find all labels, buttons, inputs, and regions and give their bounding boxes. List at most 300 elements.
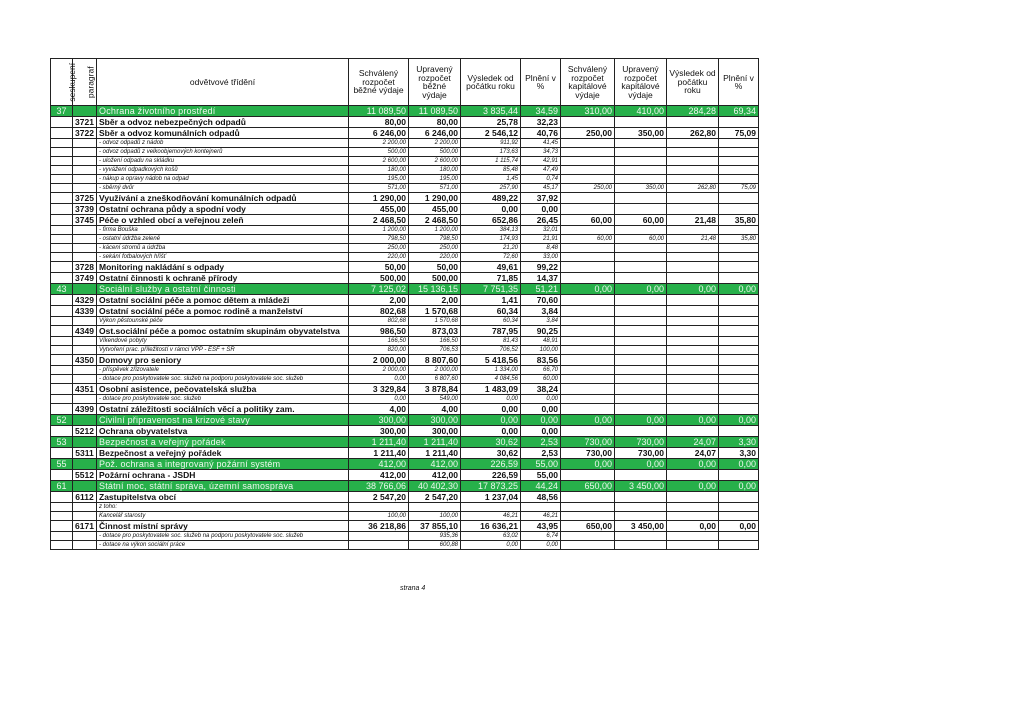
cell-value [561, 470, 615, 481]
cell-value [561, 532, 615, 541]
cell-value [719, 541, 759, 550]
detail-row [51, 226, 759, 235]
paragraph-row [51, 117, 759, 128]
cell-value: 60,34 [461, 306, 521, 317]
cell-label: - dotace na výkon sociální práce [97, 541, 349, 550]
cell-value [615, 404, 667, 415]
cell-seskupeni [51, 404, 73, 415]
cell-value [615, 295, 667, 306]
cell-seskupeni [51, 448, 73, 459]
cell-value [667, 337, 719, 346]
cell-value [667, 204, 719, 215]
cell-value [561, 148, 615, 157]
cell-value [615, 253, 667, 262]
cell-value: 41,45 [521, 139, 561, 148]
cell-paragraf: 3722 [73, 128, 97, 139]
cell-value: 21,48 [667, 235, 719, 244]
cell-value [667, 253, 719, 262]
cell-value: 2 546,12 [461, 128, 521, 139]
cell-value [615, 366, 667, 375]
detail-row [51, 375, 759, 384]
detail-row [51, 139, 759, 148]
paragraph-row [51, 204, 759, 215]
cell-label: Ostatní sociální péče a pomoc rodině a manželství [97, 306, 349, 317]
cell-seskupeni [51, 215, 73, 226]
cell-paragraf [73, 157, 97, 166]
cell-value: 500,00 [409, 148, 461, 157]
cell-value: 99,22 [521, 262, 561, 273]
cell-value [667, 375, 719, 384]
cell-paragraf [73, 184, 97, 193]
cell-seskupeni [51, 532, 73, 541]
cell-value [719, 262, 759, 273]
cell-seskupeni [51, 253, 73, 262]
cell-paragraf [73, 235, 97, 244]
cell-label: Využívání a zneškodňování komunálních odpadů [97, 193, 349, 204]
cell-label: - dotace pro poskytovatele soc. služeb [97, 395, 349, 404]
cell-value: 0,00 [521, 404, 561, 415]
cell-value: 873,03 [409, 326, 461, 337]
cell-label: Pož. ochrana a integrovaný požární systém [97, 459, 349, 470]
cell-value: 220,00 [349, 253, 409, 262]
cell-value: 2 000,00 [349, 366, 409, 375]
cell-value: 226,59 [461, 470, 521, 481]
cell-label: - kácení stromů a údržba [97, 244, 349, 253]
cell-value [667, 326, 719, 337]
detail-row [51, 366, 759, 375]
cell-value: 300,00 [409, 426, 461, 437]
cell-value: 100,00 [349, 512, 409, 521]
cell-label: - uložení odpadu na skládku [97, 157, 349, 166]
cell-value: 7 125,02 [349, 284, 409, 295]
cell-value: 66,70 [521, 366, 561, 375]
cell-seskupeni [51, 193, 73, 204]
cell-value [667, 512, 719, 521]
cell-label: - odvoz odpadů z velkoobjemových kontejnerů [97, 148, 349, 157]
cell-paragraf [73, 503, 97, 512]
cell-value: 32,01 [521, 226, 561, 235]
group-row [51, 459, 759, 470]
cell-value [719, 175, 759, 184]
cell-seskupeni [51, 492, 73, 503]
header-vysledek-kap: Výsledek od počátku roku [667, 59, 719, 106]
paragraph-row [51, 262, 759, 273]
cell-seskupeni [51, 295, 73, 306]
cell-value: 3 878,84 [409, 384, 461, 395]
cell-value: 7 751,35 [461, 284, 521, 295]
cell-paragraf [73, 459, 97, 470]
cell-value [615, 503, 667, 512]
cell-label: Monitoring nakládání s odpady [97, 262, 349, 273]
cell-label: - odvoz odpadů z nádob [97, 139, 349, 148]
cell-value: 0,00 [719, 459, 759, 470]
cell-value [615, 541, 667, 550]
cell-value: 100,00 [521, 346, 561, 355]
cell-value: 3,30 [719, 437, 759, 448]
cell-value: 0,00 [615, 415, 667, 426]
cell-value [615, 306, 667, 317]
cell-value [561, 346, 615, 355]
cell-value [719, 492, 759, 503]
cell-label: Výkon pěstounské péče [97, 317, 349, 326]
cell-value [719, 306, 759, 317]
cell-label: Požární ochrana - JSDH [97, 470, 349, 481]
cell-value [561, 375, 615, 384]
paragraph-row [51, 273, 759, 284]
cell-paragraf [73, 532, 97, 541]
cell-value: 1 570,68 [409, 317, 461, 326]
cell-value: 1 334,00 [461, 366, 521, 375]
cell-value [561, 193, 615, 204]
cell-seskupeni [51, 366, 73, 375]
cell-paragraf: 5512 [73, 470, 97, 481]
cell-seskupeni [51, 426, 73, 437]
cell-value: 37,92 [521, 193, 561, 204]
cell-value: 1 290,00 [409, 193, 461, 204]
cell-value: 412,00 [409, 470, 461, 481]
paragraph-row [51, 404, 759, 415]
header-vysledek-bezne: Výsledek od počátku roku [461, 59, 521, 106]
cell-paragraf: 4399 [73, 404, 97, 415]
cell-value: 24,07 [667, 448, 719, 459]
cell-value: 38,24 [521, 384, 561, 395]
cell-value [561, 326, 615, 337]
cell-value [719, 404, 759, 415]
cell-value [561, 366, 615, 375]
cell-value [667, 295, 719, 306]
cell-value [615, 355, 667, 366]
cell-seskupeni [51, 326, 73, 337]
cell-seskupeni [51, 541, 73, 550]
cell-value [615, 512, 667, 521]
paragraph-row [51, 384, 759, 395]
cell-value: 0,00 [719, 284, 759, 295]
cell-value: 2,00 [349, 295, 409, 306]
cell-value [561, 384, 615, 395]
cell-seskupeni [51, 273, 73, 284]
cell-label: - firma Bouška [97, 226, 349, 235]
cell-paragraf: 4350 [73, 355, 97, 366]
cell-value: 1 211,40 [349, 448, 409, 459]
cell-value: 35,80 [719, 235, 759, 244]
cell-value: 2 547,20 [349, 492, 409, 503]
cell-label: Činnost místní správy [97, 521, 349, 532]
cell-value [719, 346, 759, 355]
cell-value [561, 541, 615, 550]
cell-value: 1 237,04 [461, 492, 521, 503]
cell-value [561, 273, 615, 284]
cell-value: 60,00 [561, 235, 615, 244]
cell-value: 38 766,06 [349, 481, 409, 492]
cell-value: 83,56 [521, 355, 561, 366]
cell-paragraf: 3749 [73, 273, 97, 284]
cell-value: 4,00 [349, 404, 409, 415]
paragraph-row [51, 492, 759, 503]
cell-value: 180,00 [409, 166, 461, 175]
cell-value [719, 253, 759, 262]
cell-value [561, 226, 615, 235]
cell-value: 730,00 [615, 448, 667, 459]
cell-value [719, 295, 759, 306]
cell-value: 6,74 [521, 532, 561, 541]
detail-row [51, 166, 759, 175]
cell-value [521, 503, 561, 512]
cell-paragraf: 6171 [73, 521, 97, 532]
cell-value: 350,00 [615, 128, 667, 139]
cell-value: 0,00 [461, 426, 521, 437]
cell-label: Bezpečnost a veřejný pořádek [97, 448, 349, 459]
cell-value [561, 244, 615, 253]
cell-paragraf: 4339 [73, 306, 97, 317]
cell-value [667, 139, 719, 148]
cell-paragraf: 3728 [73, 262, 97, 273]
cell-value: 300,00 [349, 426, 409, 437]
cell-value: 500,00 [349, 273, 409, 284]
detail-row [51, 317, 759, 326]
cell-value [561, 262, 615, 273]
cell-value [615, 157, 667, 166]
detail-row [51, 346, 759, 355]
cell-value: 500,00 [349, 148, 409, 157]
detail-row [51, 253, 759, 262]
cell-value: 0,00 [349, 395, 409, 404]
cell-value: 85,48 [461, 166, 521, 175]
paragraph-row [51, 521, 759, 532]
cell-value [561, 117, 615, 128]
cell-value: 6 246,00 [409, 128, 461, 139]
cell-value: 46,21 [461, 512, 521, 521]
cell-value [615, 470, 667, 481]
cell-value [667, 244, 719, 253]
header-plneni-kap: Plnění v % [719, 59, 759, 106]
cell-value: 44,24 [521, 481, 561, 492]
cell-value [667, 492, 719, 503]
cell-value [615, 337, 667, 346]
cell-value [561, 157, 615, 166]
cell-value [615, 492, 667, 503]
cell-paragraf [73, 148, 97, 157]
cell-label: Osobní asistence, pečovatelská služba [97, 384, 349, 395]
cell-value [615, 148, 667, 157]
cell-value: 250,00 [561, 128, 615, 139]
cell-value: 0,00 [667, 284, 719, 295]
cell-value [719, 503, 759, 512]
cell-value [667, 306, 719, 317]
cell-value: 0,00 [461, 415, 521, 426]
header-schvaleny-kap: Schválený rozpočet kapitálové výdaje [561, 59, 615, 106]
cell-value: 174,93 [461, 235, 521, 244]
cell-seskupeni [51, 317, 73, 326]
cell-value: 180,00 [349, 166, 409, 175]
cell-value: 33,00 [521, 253, 561, 262]
cell-value [615, 532, 667, 541]
cell-value: 4 084,56 [461, 375, 521, 384]
cell-value: 986,50 [349, 326, 409, 337]
cell-paragraf [73, 253, 97, 262]
cell-value: 2 600,00 [349, 157, 409, 166]
cell-value [719, 148, 759, 157]
cell-value: 0,00 [615, 459, 667, 470]
cell-value: 412,00 [349, 470, 409, 481]
cell-value: 51,21 [521, 284, 561, 295]
cell-label: - dotace pro poskytovatele soc. služeb na podporu poskytovatele soc. služeb [97, 375, 349, 384]
header-upraveny-bezne: Upravený rozpočet běžné výdaje [409, 59, 461, 106]
cell-value [615, 117, 667, 128]
cell-value [615, 317, 667, 326]
cell-paragraf [73, 437, 97, 448]
cell-value: 11 089,50 [349, 106, 409, 117]
paragraph-row [51, 306, 759, 317]
cell-value: 262,80 [667, 128, 719, 139]
detail-row [51, 512, 759, 521]
cell-value [667, 262, 719, 273]
cell-value [615, 226, 667, 235]
cell-value [719, 157, 759, 166]
cell-value: 1,41 [461, 295, 521, 306]
cell-paragraf [73, 166, 97, 175]
cell-value [719, 384, 759, 395]
cell-value: 1 211,40 [409, 437, 461, 448]
cell-value: 0,00 [667, 415, 719, 426]
cell-value: 1 211,40 [349, 437, 409, 448]
cell-value [561, 175, 615, 184]
cell-value: 48,91 [521, 337, 561, 346]
cell-paragraf: 3745 [73, 215, 97, 226]
cell-value: 24,07 [667, 437, 719, 448]
cell-value: 820,00 [349, 346, 409, 355]
cell-value [667, 541, 719, 550]
cell-value [561, 306, 615, 317]
cell-value [561, 166, 615, 175]
cell-label: Civilní připravenost na krizové stavy [97, 415, 349, 426]
cell-value [719, 166, 759, 175]
cell-value: 220,00 [409, 253, 461, 262]
cell-value: 8 807,60 [409, 355, 461, 366]
cell-value: 652,86 [461, 215, 521, 226]
cell-value: 195,00 [349, 175, 409, 184]
cell-value: 2 200,00 [409, 139, 461, 148]
cell-value: 1 483,09 [461, 384, 521, 395]
cell-value [615, 139, 667, 148]
cell-value [719, 366, 759, 375]
cell-paragraf [73, 375, 97, 384]
cell-value: 71,85 [461, 273, 521, 284]
cell-value [667, 157, 719, 166]
cell-paragraf: 3721 [73, 117, 97, 128]
cell-value: 195,00 [409, 175, 461, 184]
cell-seskupeni [51, 384, 73, 395]
cell-seskupeni [51, 395, 73, 404]
header-trideni: odvětvové třídění [97, 59, 349, 106]
cell-value: 3 835,44 [461, 106, 521, 117]
detail-row [51, 235, 759, 244]
cell-value [719, 355, 759, 366]
cell-label: Vytvoření prac. příležitostí v rámci VPP - ESF + SR [97, 346, 349, 355]
group-row [51, 106, 759, 117]
cell-value: 0,00 [719, 415, 759, 426]
cell-value: 412,00 [409, 459, 461, 470]
cell-label: Ostatní činnosti k ochraně přírody [97, 273, 349, 284]
cell-seskupeni [51, 226, 73, 235]
detail-row [51, 148, 759, 157]
cell-seskupeni [51, 175, 73, 184]
cell-label: Sociální služby a ostatní činnosti [97, 284, 349, 295]
cell-label: Sběr a odvoz nebezpečných odpadů [97, 117, 349, 128]
cell-value: 2 468,50 [409, 215, 461, 226]
cell-label: - nákup a opravy nádob na odpad [97, 175, 349, 184]
cell-value: 3,84 [521, 317, 561, 326]
cell-label: Ostatní ochrana půdy a spodní vody [97, 204, 349, 215]
cell-value [719, 512, 759, 521]
cell-value: 100,00 [409, 512, 461, 521]
cell-seskupeni [51, 157, 73, 166]
cell-value: 55,00 [521, 470, 561, 481]
cell-seskupeni [51, 244, 73, 253]
cell-value: 0,00 [719, 521, 759, 532]
cell-value: 60,34 [461, 317, 521, 326]
cell-value [667, 166, 719, 175]
cell-value: 6 246,00 [349, 128, 409, 139]
cell-value: 60,00 [561, 215, 615, 226]
cell-paragraf: 5311 [73, 448, 97, 459]
cell-value: 455,00 [409, 204, 461, 215]
cell-value: 3 450,00 [615, 481, 667, 492]
cell-paragraf: 4349 [73, 326, 97, 337]
cell-value [719, 426, 759, 437]
cell-label: Víkendové pobyty [97, 337, 349, 346]
cell-paragraf [73, 284, 97, 295]
cell-paragraf: 3739 [73, 204, 97, 215]
cell-label: Ostatní záležitosti sociálních věcí a politiky zam. [97, 404, 349, 415]
cell-value: 0,00 [349, 375, 409, 384]
cell-value: 250,00 [409, 244, 461, 253]
cell-label: z toho: [97, 503, 349, 512]
cell-value [719, 226, 759, 235]
paragraph-row [51, 193, 759, 204]
cell-value [667, 273, 719, 284]
cell-value [561, 253, 615, 262]
cell-value [719, 317, 759, 326]
cell-seskupeni [51, 470, 73, 481]
cell-value: 60,00 [521, 375, 561, 384]
cell-value: 72,60 [461, 253, 521, 262]
cell-value: 0,00 [667, 521, 719, 532]
cell-value: 798,50 [409, 235, 461, 244]
cell-value [561, 295, 615, 306]
cell-value: 2 200,00 [349, 139, 409, 148]
cell-value: 730,00 [561, 437, 615, 448]
cell-value: 0,00 [521, 204, 561, 215]
cell-value: 2 000,00 [409, 366, 461, 375]
cell-label: Péče o vzhled obcí a veřejnou zeleň [97, 215, 349, 226]
cell-value: 0,00 [461, 541, 521, 550]
cell-value: 798,50 [349, 235, 409, 244]
detail-row [51, 337, 759, 346]
cell-value: 412,00 [349, 459, 409, 470]
cell-value: 21,48 [667, 215, 719, 226]
cell-value [615, 262, 667, 273]
cell-value: 11 089,50 [409, 106, 461, 117]
cell-value [719, 395, 759, 404]
header-plneni-bezne: Plnění v % [521, 59, 561, 106]
paragraph-row [51, 426, 759, 437]
cell-seskupeni [51, 306, 73, 317]
cell-paragraf [73, 106, 97, 117]
paragraph-row [51, 295, 759, 306]
cell-paragraf: 3725 [73, 193, 97, 204]
paragraph-row [51, 355, 759, 366]
cell-seskupeni [51, 375, 73, 384]
